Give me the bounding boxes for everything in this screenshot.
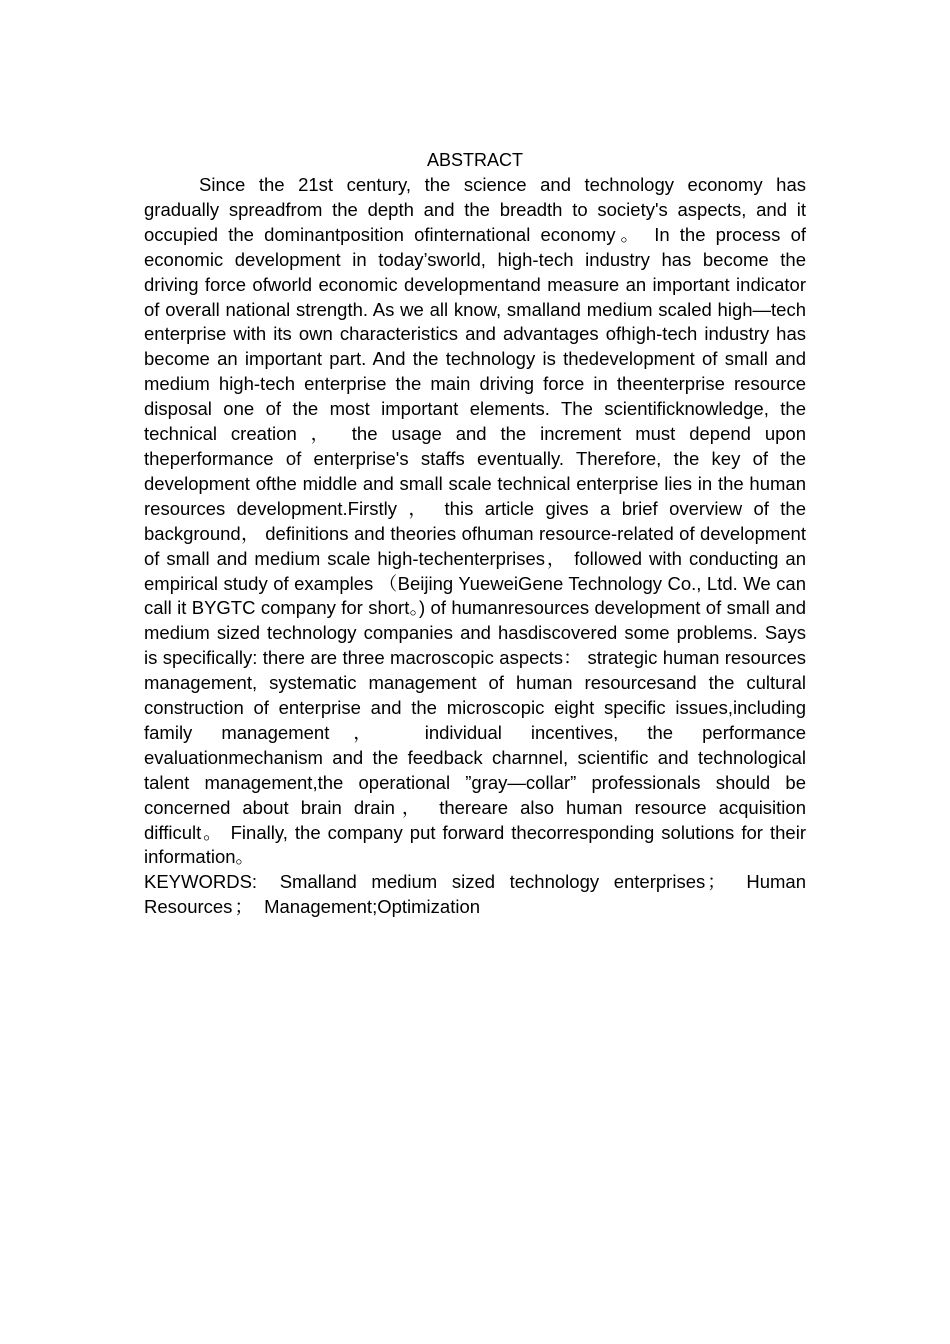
keyword-item: Management;Optimization bbox=[264, 896, 481, 918]
keywords-line bbox=[144, 870, 806, 920]
abstract-body-paragraph: Since the 21st century, the science and technology economy has gradually spreadfrom the depth and the breadth to society's aspects, and it occupied the dominantposition ofinternational economy。 In the process of economic development in today’sworld, high-tech industry has become the driving force ofworld economic developmentand measure an important indicator of overall national strength. As we all know, smalland medium scaled high—tech enterprise with its own characteristics and advantages ofhigh-tech industry has become an important part. And the technology is thedevelopment of small and medium high-tech enterprise the main driving force in theenterprise resource disposal one of the most important elements. The scientificknowledge, the technical creation ， the usage and the increment must depend upon theperformance of enterprise's staffs eventually. Therefore, the key of the development ofthe middle and small scale technical enterprise lies in the human resources development.Firstly ， this article gives a brief overview of the background， definitions and theories ofhuman resource-related of development of small and medium scale high-techenterprises， followed with conducting an empirical study of examples （Beijing YueweiGene Technology Co., Ltd. We can call it BYGTC company for short。) of humanresources development of small and medium sized technology companies and hasdiscovered some problems. Says is specifically: there are three macroscopic aspects： strategic human resources management, systematic management of human resourcesand the cultural construction of enterprise and the microscopic eight specific issues,including family management， individual incentives, the performance evaluationmechanism and the feedback charnnel, scientific and technological talent management,the operational ”gray—collar” professionals should be concerned about brain drain， thereare also human resource acquisition difficult。 Finally, the company put forward thecorresponding solutions for their information。 bbox=[144, 174, 806, 868]
keyword-item: Smalland medium sized technology enterprises bbox=[279, 871, 706, 893]
keywords-label: KEYWORDS: bbox=[144, 871, 258, 893]
keyword-separator: ； bbox=[707, 871, 726, 893]
abstract-title: ABSTRACT bbox=[426, 150, 523, 170]
document-page bbox=[144, 148, 806, 920]
keyword-separator: ； bbox=[234, 896, 253, 918]
keyword-item: Human Resources bbox=[144, 871, 806, 918]
